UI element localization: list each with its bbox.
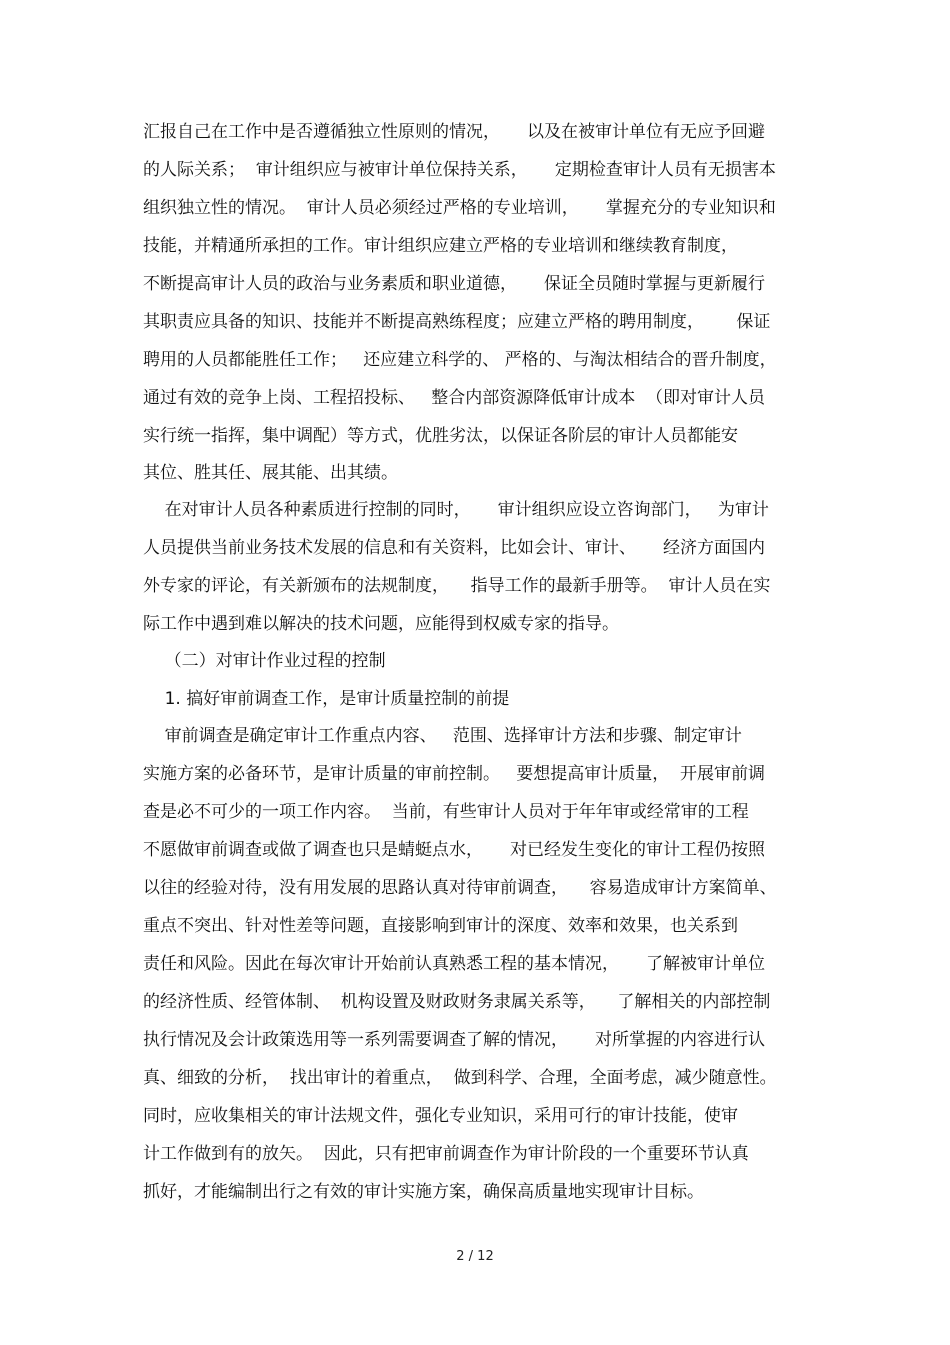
text-line: 聘用的人员都能胜任工作； 还应建立科学的、 严格的、与淘汰相结合的晋升制度，: [143, 350, 777, 370]
text-line: 重点不突出、针对性差等问题，直接影响到审计的深度、效率和效果，也关系到: [143, 916, 738, 936]
text-line: 其职责应具备的知识、技能并不断提高熟练程度；应建立严格的聘用制度， 保证: [143, 312, 771, 332]
text-line: 外专家的评论，有关新颁布的法规制度， 指导工作的最新手册等。 审计人员在实: [143, 576, 771, 596]
text-line: 真、细致的分析， 找出审计的着重点， 做到科学、合理，全面考虑，减少随意性。: [143, 1068, 777, 1088]
text-line: 查是必不可少的一项工作内容。 当前，有些审计人员对于年年审或经常审的工程: [143, 802, 749, 822]
text-line: 在对审计人员各种素质进行控制的同时， 审计组织应设立咨询部门， 为审计: [143, 500, 769, 520]
text-line: 以往的经验对待，没有用发展的思路认真对待审前调查， 容易造成审计方案简单、: [143, 878, 777, 898]
text-line: 抓好，才能编制出行之有效的审计实施方案，确保高质量地实现审计目标。: [143, 1182, 704, 1202]
text-line: 1. 搞好审前调查工作，是审计质量控制的前提: [143, 689, 510, 709]
text-line: 汇报自己在工作中是否遵循独立性原则的情况， 以及在被审计单位有无应予回避: [143, 122, 766, 142]
text-line: （二）对审计作业过程的控制: [143, 651, 386, 671]
text-line: 不断提高审计人员的政治与业务素质和职业道德， 保证全员随时掌握与更新履行: [143, 274, 766, 294]
text-line: 其位、胜其任、展其能、出其绩。: [143, 463, 398, 483]
text-line: 际工作中遇到难以解决的技术问题，应能得到权威专家的指导。: [143, 614, 619, 634]
text-line: 实施方案的必备环节，是审计质量的审前控制。 要想提高审计质量， 开展审前调: [143, 764, 766, 784]
text-line: 计工作做到有的放矢。 因此，只有把审前调查作为审计阶段的一个重要环节认真: [143, 1144, 749, 1164]
page-number: 2 / 12: [456, 1249, 494, 1264]
text-line: 责任和风险。因此在每次审计开始前认真熟悉工程的基本情况， 了解被审计单位: [143, 954, 766, 974]
text-line: 人员提供当前业务技术发展的信息和有关资料，比如会计、审计、 经济方面国内: [143, 538, 766, 558]
text-line: 通过有效的竞争上岗、工程招投标、 整合内部资源降低审计成本 （即对审计人员: [143, 388, 766, 408]
text-line: 的经济性质、经管体制、 机构设置及财政财务隶属关系等， 了解相关的内部控制: [143, 992, 771, 1012]
text-line: 审前调查是确定审计工作重点内容、 范围、选择审计方法和步骤、制定审计: [143, 726, 742, 746]
text-line: 执行情况及会计政策选用等一系列需要调查了解的情况， 对所掌握的内容进行认: [143, 1030, 766, 1050]
text-line: 同时，应收集相关的审计法规文件，强化专业知识，采用可行的审计技能，使审: [143, 1106, 738, 1126]
text-line: 技能，并精通所承担的工作。审计组织应建立严格的专业培训和继续教育制度，: [143, 236, 738, 256]
text-line: 不愿做审前调查或做了调查也只是蜻蜓点水， 对已经发生变化的审计工程仍按照: [143, 840, 766, 860]
text-line: 的人际关系； 审计组织应与被审计单位保持关系， 定期检查审计人员有无损害本: [143, 160, 776, 180]
text-line: 实行统一指挥，集中调配）等方式，优胜劣汰，以保证各阶层的审计人员都能安: [143, 426, 738, 446]
text-line: 组织独立性的情况。 审计人员必须经过严格的专业培训， 掌握充分的专业知识和: [143, 198, 776, 218]
